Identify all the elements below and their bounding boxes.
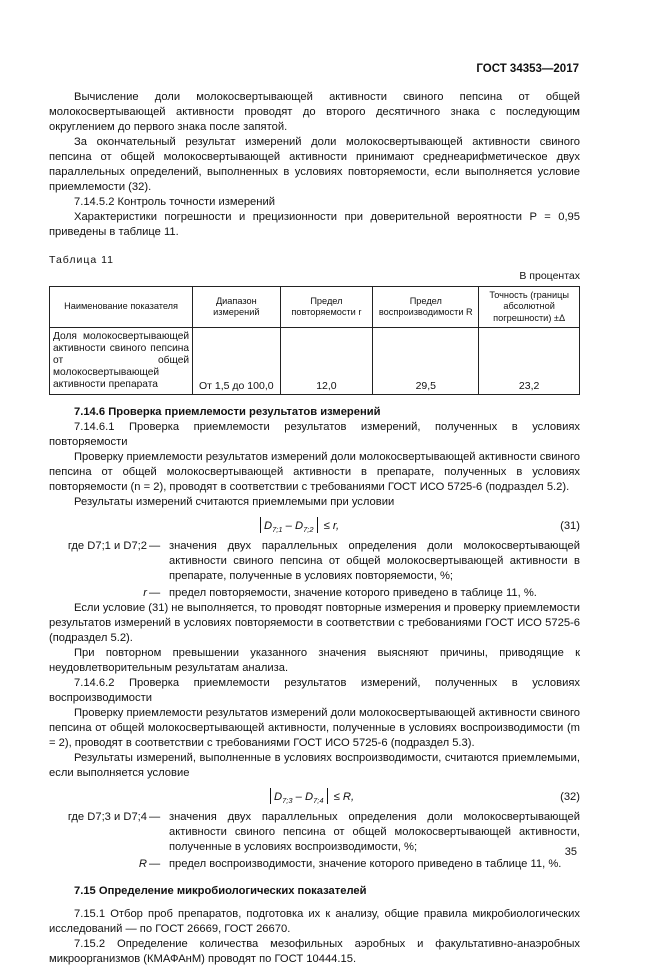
table-row <box>50 328 580 395</box>
table-header-cell: Диапазон измерений <box>193 287 280 328</box>
table-caption: Таблица 11 <box>49 254 114 266</box>
definition-term: где D7;3 и D7;4 <box>67 811 147 823</box>
table-header-cell: Предел повторяемости r <box>280 287 373 328</box>
section-heading: 7.15 Определение микробиологических показателей <box>74 885 367 897</box>
paragraph: Характеристики погрешности и прецизионности при доверительной вероятности P = 0,95 приведены в таблице 11. <box>49 211 580 238</box>
abs-bar <box>270 788 271 804</box>
formula-32: $D_{7;3} - D_{7;4} \le R$, (32) <box>49 786 580 808</box>
definition-text: предел воспроизводимости, значение которого приведено в таблице 11, %. <box>169 858 562 870</box>
abs-bar <box>317 517 318 533</box>
table-cell: 12,0 <box>280 328 373 395</box>
paragraph: Если условие (31) не выполняется, то проводят повторные измерения и проверку приемлемости результатов измерений в условиях повторяемости в соответствии с требованиями ГОСТ ИСО 5725-6 (подраздел 5.2). <box>49 602 580 644</box>
definition: R — предел воспроизводимости, значение которого приведено в таблице 11, %. <box>49 857 580 872</box>
table-header-cell: Предел воспроизводимости R <box>373 287 479 328</box>
paragraph: Результаты измерений, выполненные в условиях воспроизводимости, считаются приемлемыми, если выполняется условие <box>49 752 580 779</box>
paragraph: За окончательный результат измерений доли молокосвертывающей активности свиного пепсина от общей молокосвертывающей активности принимают среднеарифметическое двух параллельных определений, выполненных в условиях повторяемости, если выполняется условие приемлемости (32). <box>49 136 580 193</box>
paragraph: Вычисление доли молокосвертывающей активности свиного пепсина от общей молокосвертывающей активности проводят до второго десятичного знака с последующим округлением до первого знака после запятой. <box>49 91 580 133</box>
formula-number: (31) <box>560 520 580 532</box>
paragraph: 7.15.1 Отбор проб препаратов, подготовка их к анализу, общие правила микробиологических исследований — по ГОСТ 26669, ГОСТ 26670. <box>49 908 580 935</box>
content <box>49 90 580 967</box>
definition: где D7;1 и D7;2 — значения двух параллельных определения доли молокосвертывающей активности свиного пепсина от общей молокосвертывающей активности в препарате, полученные в условиях повторяемости, %; <box>49 539 580 584</box>
document-code: ГОСТ 34353—2017 <box>476 63 579 75</box>
table-cell: 23,2 <box>479 328 580 395</box>
definition: где D7;3 и D7;4 — значения двух параллельных определения доли молокосвертывающей активности свиного пепсина от общей молокосвертывающей активности, полученные в условиях воспроизводимости, %; <box>49 810 580 855</box>
abs-bar <box>327 788 328 804</box>
table-header-cell: Наименование показателя <box>50 287 193 328</box>
paragraph: Проверку приемлемости результатов измерений доли молокосвертывающей активности свиного пепсина от общей молокосвертывающей активности, полученные в условиях воспроизводимости (m = 2), проводят в соответствии с требованиями ГОСТ ИСО 5725-6 (подраздел 5.3). <box>49 707 580 749</box>
paragraph: При повторном превышении указанного значения выясняют причины, приводящие к неудовлетворительным результатам анализа. <box>49 647 580 674</box>
definition-term: R <box>138 858 147 870</box>
table-header-cell: Точность (границы абсолютной погрешности) ±Δ <box>479 287 580 328</box>
formula-31: $D_{7;1} - D_{7;2} \le r$, (31) <box>49 515 580 537</box>
table-unit: В процентах <box>519 270 580 282</box>
paragraph: 7.15.2 Определение количества мезофильных аэробных и факультативно-анаэробных микроорганизмов (КМАФАнМ) проводят по ГОСТ 10444.15. <box>49 938 580 965</box>
table-header-row <box>50 287 580 328</box>
section-heading: 7.14.6 Проверка приемлемости результатов измерений <box>74 406 381 418</box>
table-cell: От 1,5 до 100,0 <box>193 328 280 395</box>
abs-bar <box>260 517 261 533</box>
table-11 <box>49 286 580 395</box>
paragraph: 7.14.6.2 Проверка приемлемости результатов измерений, полученных в условиях воспроизводимости <box>49 677 580 704</box>
paragraph: Проверку приемлемости результатов измерений доли молокосвертывающей активности свиного пепсина от общей молокосвертывающей активности в препарате, полученных в условиях повторяемости (n = 2), проводят в соответствии с требованиями ГОСТ ИСО 5725-6 (подраздел 5.2). <box>49 451 580 493</box>
paragraph: 7.14.6.1 Проверка приемлемости результатов измерений, полученных в условиях повторяемости <box>49 421 580 448</box>
paragraph: 7.14.5.2 Контроль точности измерений <box>74 196 275 208</box>
definition-text: значения двух параллельных определения доли молокосвертывающей активности свиного пепсина от общей молокосвертывающей активности в препарате, полученные в условиях повторяемости, %; <box>169 540 580 582</box>
definition-term: где D7;1 и D7;2 <box>67 540 147 552</box>
definition-term: r <box>143 587 147 599</box>
table-cell: Доля молокосвертывающей активности свиного пепсина от общей молокосвертывающей активности препарата <box>50 328 193 395</box>
page-number: 35 <box>564 846 577 858</box>
paragraph: Результаты измерений считаются приемлемыми при условии <box>74 496 395 508</box>
definition-text: значения двух параллельных определения доли молокосвертывающей активности свиного пепсина от общей молокосвертывающей активности, полученные в условиях воспроизводимости, %; <box>169 811 580 853</box>
table-cell: 29,5 <box>373 328 479 395</box>
definition: r — предел повторяемости, значение которого приведено в таблице 11, %. <box>49 586 580 601</box>
formula-number: (32) <box>560 791 580 803</box>
definition-text: предел повторяемости, значение которого приведено в таблице 11, %. <box>169 587 537 599</box>
